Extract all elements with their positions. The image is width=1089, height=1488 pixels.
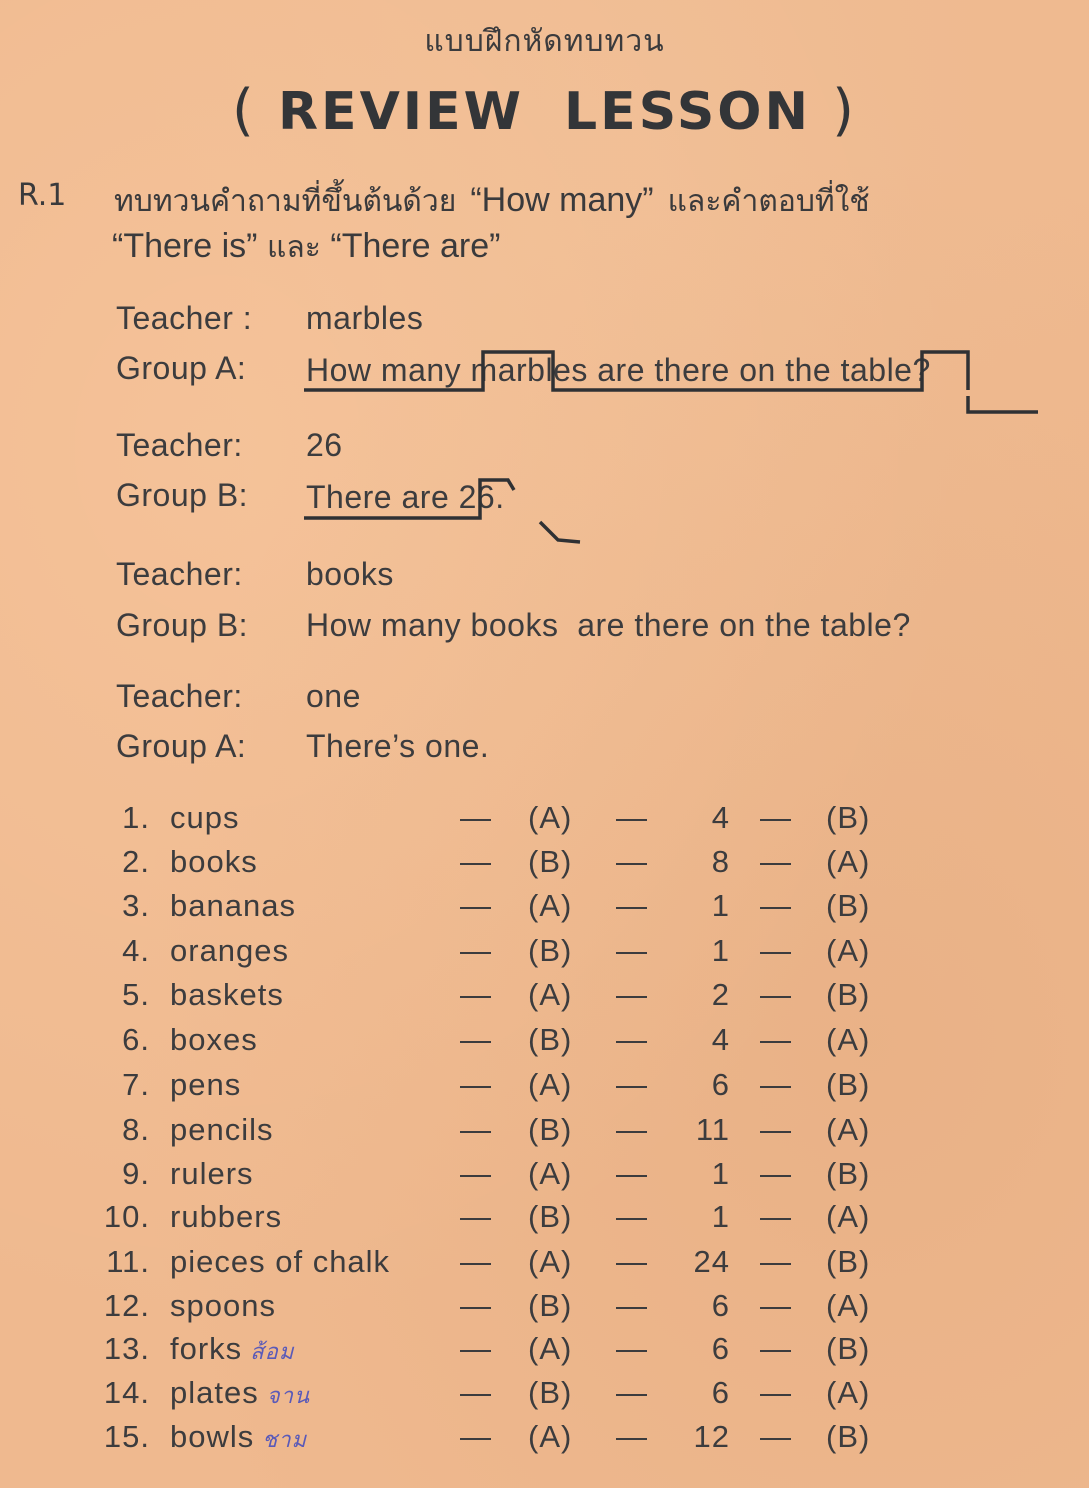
instruction-thai-1: ทบทวนคำถามที่ขึ้นต้นด้วย — [114, 184, 457, 219]
instruction-quote-there-is: “There is” — [112, 227, 258, 265]
dash: — — [616, 1112, 648, 1147]
item-word: forks ส้อม — [170, 1331, 295, 1366]
answering-group: (B) — [826, 888, 871, 923]
handwritten-note: จาน — [266, 1384, 311, 1409]
asking-group: (B) — [528, 844, 573, 879]
dash: — — [460, 1331, 492, 1366]
item-number: 2. — [122, 844, 150, 879]
dash: — — [760, 844, 792, 879]
answering-group: (B) — [826, 1419, 871, 1454]
item-word: oranges — [170, 933, 290, 968]
dash: — — [460, 888, 492, 923]
dash: — — [460, 933, 492, 968]
item-count: 6 — [711, 1375, 730, 1410]
answering-group: (A) — [826, 933, 871, 968]
asking-group: (A) — [528, 1331, 573, 1366]
asking-group: (A) — [528, 1067, 573, 1102]
asking-group: (B) — [528, 1288, 573, 1323]
asking-group: (A) — [528, 1419, 573, 1454]
dash: — — [616, 1288, 648, 1323]
dash: — — [460, 844, 492, 879]
item-count: 1 — [711, 1156, 730, 1191]
dash: — — [460, 1156, 492, 1191]
dash: — — [460, 1419, 492, 1454]
item-number: 6. — [122, 1022, 150, 1057]
answering-group: (B) — [826, 1244, 871, 1279]
dash: — — [760, 1067, 792, 1102]
dialogue-speaker: Teacher : — [116, 300, 253, 336]
item-count: 4 — [711, 1022, 730, 1057]
item-count: 2 — [711, 977, 730, 1012]
asking-group: (A) — [528, 1244, 573, 1279]
section-instruction-line1 — [114, 178, 870, 225]
item-word: pens — [170, 1067, 242, 1102]
instruction-quote-how-many: “How many” — [470, 181, 654, 219]
dash: — — [760, 1375, 792, 1410]
item-number: 3. — [122, 888, 150, 923]
dash: — — [760, 800, 792, 835]
asking-group: (B) — [528, 1199, 573, 1234]
item-word: bowls ชาม — [170, 1419, 308, 1454]
dialogue-line: There are 26. — [306, 479, 505, 515]
dialogue-speaker: Group A: — [116, 350, 247, 386]
title-close-paren: ) — [832, 78, 857, 143]
asking-group: (A) — [528, 800, 573, 835]
item-number: 4. — [122, 933, 150, 968]
list-item — [0, 1244, 1089, 1284]
dash: — — [460, 1022, 492, 1057]
item-word: cups — [170, 800, 240, 835]
answering-group: (B) — [826, 1156, 871, 1191]
instruction-thai-2: และคำตอบที่ใช้ — [667, 184, 870, 219]
title-word-review: REVIEW — [278, 82, 525, 142]
dash: — — [760, 1419, 792, 1454]
item-count: 4 — [711, 800, 730, 835]
dialogue-speaker: Teacher: — [116, 678, 243, 714]
answering-group: (B) — [826, 1067, 871, 1102]
item-count: 1 — [711, 933, 730, 968]
section-instruction-line2 — [112, 224, 500, 271]
answering-group: (B) — [826, 1331, 871, 1366]
item-number: 15. — [103, 1419, 150, 1454]
dash: — — [616, 1067, 648, 1102]
item-number: 5. — [122, 977, 150, 1012]
answering-group: (A) — [826, 1112, 871, 1147]
item-word: boxes — [170, 1022, 258, 1057]
asking-group: (B) — [528, 1375, 573, 1410]
list-item — [0, 888, 1089, 928]
item-count: 1 — [711, 888, 730, 923]
answering-group: (B) — [826, 977, 871, 1012]
asking-group: (A) — [528, 888, 573, 923]
item-word: rubbers — [170, 1199, 283, 1234]
dash: — — [760, 977, 792, 1012]
instruction-thai-3: และ — [267, 230, 321, 265]
dash: — — [460, 1288, 492, 1323]
list-item — [0, 800, 1089, 840]
list-item — [0, 1156, 1089, 1196]
item-number: 11. — [106, 1244, 150, 1279]
item-count: 1 — [711, 1199, 730, 1234]
dash: — — [616, 844, 648, 879]
item-word: books — [170, 844, 258, 879]
dash: — — [760, 888, 792, 923]
item-word: pencils — [170, 1112, 274, 1147]
item-number: 13. — [103, 1331, 150, 1366]
answering-group: (B) — [826, 800, 871, 835]
asking-group: (B) — [528, 933, 573, 968]
item-number: 1. — [122, 800, 150, 835]
dash: — — [460, 1067, 492, 1102]
section-number: R.1 — [18, 178, 67, 213]
list-item — [0, 1419, 1089, 1459]
item-count: 24 — [693, 1244, 730, 1279]
item-number: 8. — [122, 1112, 150, 1147]
item-count: 6 — [711, 1067, 730, 1102]
list-item — [0, 977, 1089, 1017]
dash: — — [760, 1244, 792, 1279]
dash: — — [460, 1244, 492, 1279]
dialogue-line: one — [306, 678, 361, 714]
list-item — [0, 844, 1089, 884]
item-count: 11 — [695, 1112, 730, 1147]
list-item — [0, 1288, 1089, 1328]
dialogue-speaker: Teacher: — [116, 556, 243, 592]
title-word-lesson: LESSON — [564, 82, 811, 142]
dash: — — [616, 800, 648, 835]
item-count: 6 — [711, 1288, 730, 1323]
dash: — — [616, 1419, 648, 1454]
dash: — — [616, 888, 648, 923]
dialogue-line: marbles — [306, 300, 424, 336]
page-title — [0, 78, 1089, 143]
dash: — — [460, 800, 492, 835]
dialogue-line: How many books are there on the table? — [306, 607, 911, 643]
dialogue-line: books — [306, 556, 394, 592]
dash: — — [616, 1331, 648, 1366]
handwritten-note: ชาม — [262, 1428, 308, 1453]
asking-group: (A) — [528, 1156, 573, 1191]
dash: — — [760, 1199, 792, 1234]
item-word: pieces of chalk — [170, 1244, 391, 1279]
item-count: 8 — [711, 844, 730, 879]
instruction-quote-there-are: “There are” — [330, 227, 501, 265]
item-word: baskets — [170, 977, 284, 1012]
dialogue-speaker: Group B: — [116, 477, 249, 513]
item-word: spoons — [170, 1288, 276, 1323]
asking-group: (B) — [528, 1112, 573, 1147]
dash: — — [460, 977, 492, 1012]
item-word: plates จาน — [170, 1375, 311, 1410]
item-number: 12. — [103, 1288, 150, 1323]
asking-group: (A) — [528, 977, 573, 1012]
dash: — — [616, 1375, 648, 1410]
item-number: 9. — [122, 1156, 150, 1191]
asking-group: (B) — [528, 1022, 573, 1057]
list-item — [0, 1112, 1089, 1152]
dialogue-line: There’s one. — [306, 728, 490, 764]
dash: — — [616, 1244, 648, 1279]
dash: — — [616, 1156, 648, 1191]
item-number: 10. — [103, 1199, 150, 1234]
answering-group: (A) — [826, 1288, 871, 1323]
list-item — [0, 1331, 1089, 1371]
dash: — — [460, 1112, 492, 1147]
answering-group: (A) — [826, 1199, 871, 1234]
dash: — — [760, 1112, 792, 1147]
dash: — — [760, 933, 792, 968]
dash: — — [616, 977, 648, 1012]
item-count: 6 — [711, 1331, 730, 1366]
answering-group: (A) — [826, 1375, 871, 1410]
dialogue-speaker: Group A: — [116, 728, 247, 764]
dash: — — [616, 1199, 648, 1234]
dash: — — [760, 1288, 792, 1323]
list-item — [0, 933, 1089, 973]
list-item — [0, 1375, 1089, 1415]
item-word: bananas — [170, 888, 296, 923]
dash: — — [760, 1331, 792, 1366]
answering-group: (A) — [826, 844, 871, 879]
list-item — [0, 1199, 1089, 1239]
dash: — — [460, 1375, 492, 1410]
dash: — — [616, 1022, 648, 1057]
answering-group: (A) — [826, 1022, 871, 1057]
list-item — [0, 1022, 1089, 1062]
thai-title: แบบฝึกหัดทบทวน — [424, 24, 665, 59]
handwritten-note: ส้อม — [250, 1340, 295, 1365]
dialogue-line: 26 — [306, 427, 343, 463]
title-open-paren: ( — [232, 78, 257, 143]
item-number: 14. — [103, 1375, 150, 1410]
dash: — — [760, 1022, 792, 1057]
dash: — — [460, 1199, 492, 1234]
dialogue-line: How many marbles are there on the table? — [306, 352, 931, 388]
dialogue-speaker: Group B: — [116, 607, 249, 643]
list-item — [0, 1067, 1089, 1107]
item-number: 7. — [122, 1067, 150, 1102]
dash: — — [760, 1156, 792, 1191]
dash: — — [616, 933, 648, 968]
item-count: 12 — [693, 1419, 730, 1454]
dialogue-speaker: Teacher: — [116, 427, 243, 463]
item-word: rulers — [170, 1156, 254, 1191]
